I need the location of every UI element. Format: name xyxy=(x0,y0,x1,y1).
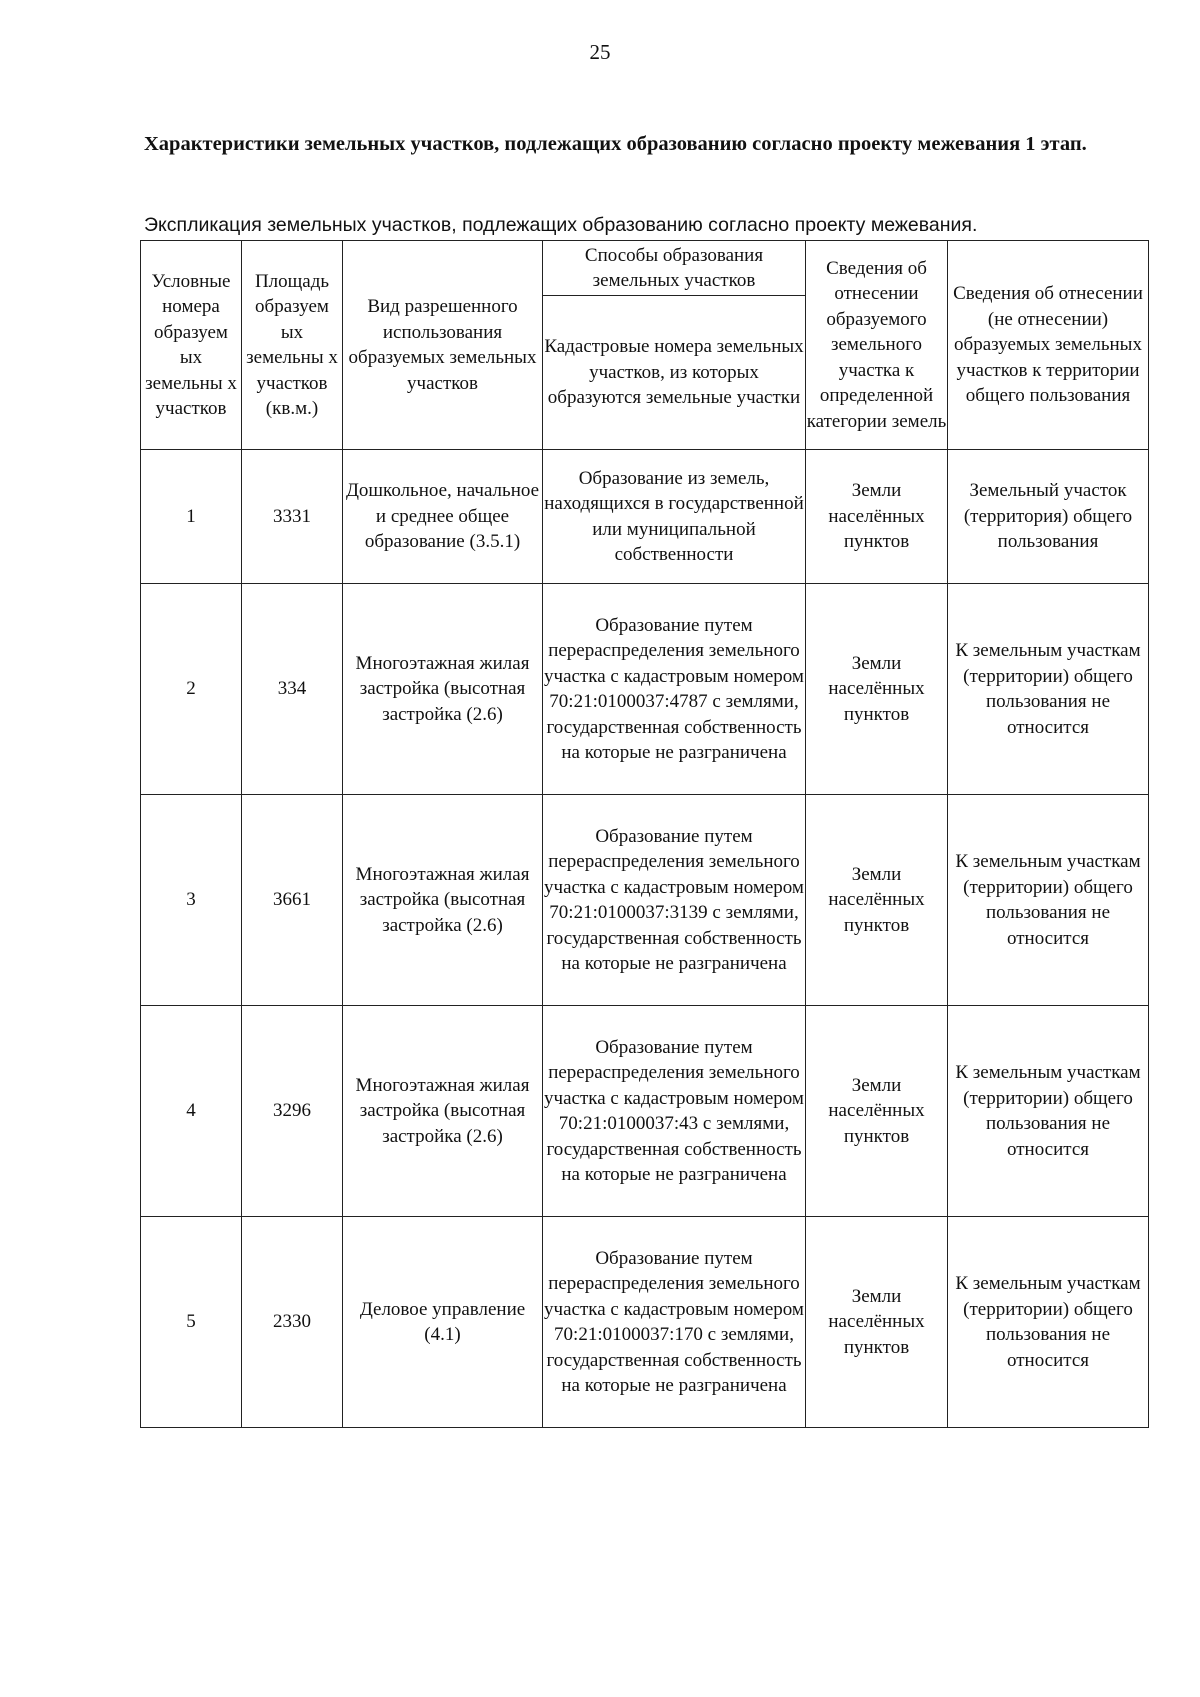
cell-category: Земли населённых пунктов xyxy=(806,795,948,1006)
cell-category: Земли населённых пунктов xyxy=(806,584,948,795)
cell-use: Многоэтажная жилая застройка (высотная застройка (2.6) xyxy=(343,795,543,1006)
table-caption: Экспликация земельных участков, подлежащих образованию согласно проекту межевания. xyxy=(144,214,978,236)
table-row xyxy=(141,450,1149,584)
cell-use: Деловое управление (4.1) xyxy=(343,1217,543,1428)
cell-method: Образование путем перераспределения земельного участка с кадастровым номером 70:21:0100037:4787 с землями, государственная собственность на которые не разграничена xyxy=(543,584,806,795)
cell-area: 3331 xyxy=(242,450,343,584)
table-row xyxy=(141,795,1149,1006)
cell-public: К земельным участкам (территории) общего пользования не относится xyxy=(948,795,1149,1006)
cell-method: Образование путем перераспределения земельного участка с кадастровым номером 70:21:0100037:43 с землями, государственная собственность на которые не разграничена xyxy=(543,1006,806,1217)
cell-category: Земли населённых пунктов xyxy=(806,450,948,584)
cell-use: Многоэтажная жилая застройка (высотная застройка (2.6) xyxy=(343,1006,543,1217)
cell-category: Земли населённых пунктов xyxy=(806,1217,948,1428)
header-methods-group: Способы образования земельных участков xyxy=(543,241,806,296)
cell-public: К земельным участкам (территории) общего пользования не относится xyxy=(948,1217,1149,1428)
cell-method: Образование путем перераспределения земельного участка с кадастровым номером 70:21:0100037:170 с землями, государственная собственность на которые не разграничена xyxy=(543,1217,806,1428)
cell-number: 5 xyxy=(141,1217,242,1428)
cell-number: 3 xyxy=(141,795,242,1006)
table-row xyxy=(141,584,1149,795)
cell-use: Дошкольное, начальное и среднее общее образование (3.5.1) xyxy=(343,450,543,584)
cell-method: Образование путем перераспределения земельного участка с кадастровым номером 70:21:0100037:3139 с землями, государственная собственность на которые не разграничена xyxy=(543,795,806,1006)
cell-area: 3661 xyxy=(242,795,343,1006)
cell-use: Многоэтажная жилая застройка (высотная застройка (2.6) xyxy=(343,584,543,795)
header-public: Сведения об отнесении (не отнесении) образуемых земельных участков к территории общего пользования xyxy=(948,241,1149,450)
header-number: Условные номера образуем ых земельны х участков xyxy=(141,241,242,450)
table-row xyxy=(141,1006,1149,1217)
cell-method: Образование из земель, находящихся в государственной или муниципальной собственности xyxy=(543,450,806,584)
section-heading: Характеристики земельных участков, подлежащих образованию согласно проекту межевания 1 этап. xyxy=(144,133,1087,155)
cell-category: Земли населённых пунктов xyxy=(806,1006,948,1217)
cell-area: 334 xyxy=(242,584,343,795)
cell-area: 3296 xyxy=(242,1006,343,1217)
cell-public: Земельный участок (территория) общего пользования xyxy=(948,450,1149,584)
cell-area: 2330 xyxy=(242,1217,343,1428)
cell-number: 4 xyxy=(141,1006,242,1217)
header-use: Вид разрешенного использования образуемых земельных участков xyxy=(343,241,543,450)
header-cadastral: Кадастровые номера земельных участков, из которых образуются земельные участки xyxy=(543,296,806,450)
page-number: 25 xyxy=(589,40,611,64)
header-category: Сведения об отнесении образуемого земельного участка к определенной категории земель xyxy=(806,241,948,450)
cell-number: 2 xyxy=(141,584,242,795)
cell-public: К земельным участкам (территории) общего пользования не относится xyxy=(948,1006,1149,1217)
land-plots-table xyxy=(140,240,1149,1428)
cell-public: К земельным участкам (территории) общего пользования не относится xyxy=(948,584,1149,795)
table-row xyxy=(141,1217,1149,1428)
table-header-row xyxy=(141,241,1149,296)
cell-number: 1 xyxy=(141,450,242,584)
header-area: Площадь образуем ых земельны х участков (кв.м.) xyxy=(242,241,343,450)
